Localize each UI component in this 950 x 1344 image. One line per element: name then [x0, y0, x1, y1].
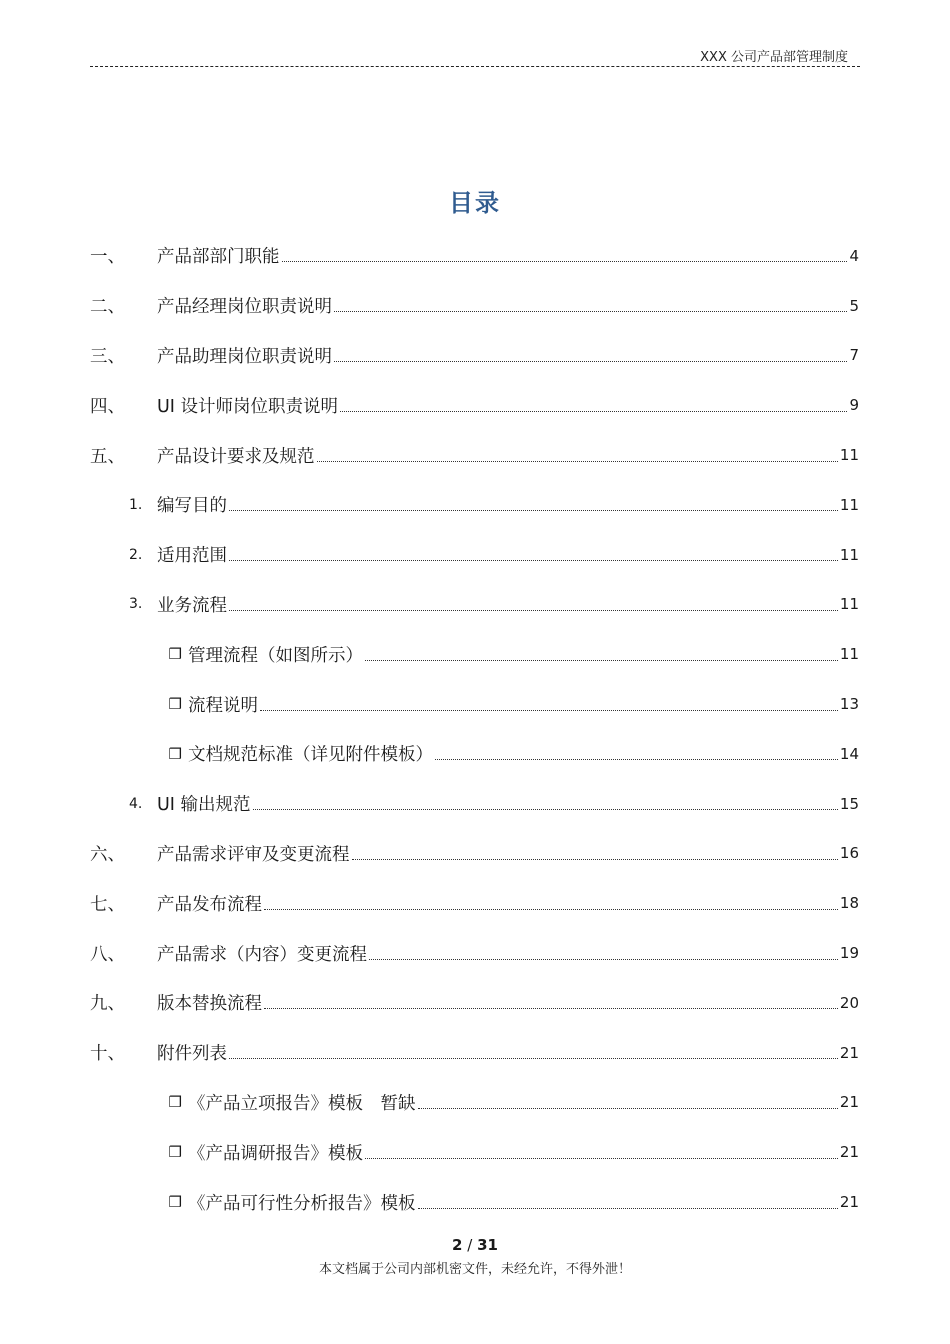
toc-entry[interactable] — [90, 629, 859, 679]
toc-entry-number-text: 2. — [129, 546, 143, 563]
toc-entry-label: 产品需求评审及变更流程 — [157, 844, 350, 865]
toc-entry-number — [90, 547, 157, 563]
dot-leader — [418, 1208, 838, 1209]
page-number — [0, 1236, 950, 1254]
toc-entry-page: 18 — [839, 894, 859, 913]
header-title: XXX 公司产品部管理制度 — [700, 50, 848, 65]
toc-entry-page: 21 — [839, 1143, 859, 1162]
toc-entry[interactable] — [90, 1078, 859, 1128]
toc-entry[interactable] — [90, 231, 859, 281]
toc-entry-number: 三、 — [90, 346, 125, 367]
bullet-box-icon: ❒ — [168, 695, 182, 714]
dot-leader — [264, 1008, 838, 1009]
toc-entry[interactable] — [90, 978, 859, 1028]
dot-leader — [317, 461, 838, 462]
toc-entry-page: 7 — [849, 346, 859, 365]
toc-entry-label: 《产品调研报告》模板 — [188, 1143, 363, 1164]
dot-leader — [352, 859, 838, 860]
dot-leader — [260, 710, 838, 711]
toc-entry-page: 15 — [839, 794, 859, 813]
toc-entry[interactable] — [90, 928, 859, 978]
toc-entry-label: UI 设计师岗位职责说明 — [157, 396, 339, 417]
toc-entry-page: 16 — [839, 844, 859, 863]
current-page-number: 2 — [452, 1236, 463, 1254]
toc-entry-number: 八、 — [90, 944, 125, 965]
toc-entry-number: 九、 — [90, 994, 125, 1015]
toc-entry-page: 9 — [849, 396, 859, 415]
toc-entry-number-text: 1. — [129, 496, 143, 513]
toc-entry-page: 11 — [839, 645, 859, 664]
dot-leader — [282, 261, 848, 262]
toc-entry[interactable] — [90, 1177, 859, 1227]
toc-entry-number — [90, 596, 157, 612]
toc-entry[interactable] — [90, 281, 859, 331]
dot-leader — [229, 510, 838, 511]
toc-entry-label: 编写目的 — [157, 496, 227, 517]
bullet-box-icon: ❒ — [168, 1193, 182, 1212]
toc-entry-page: 21 — [839, 1093, 859, 1112]
toc-entry-page: 11 — [839, 595, 859, 614]
toc-entry-number: 四、 — [90, 396, 125, 417]
toc-entry-number: 七、 — [90, 894, 125, 915]
dot-leader — [253, 809, 838, 810]
toc-entry[interactable] — [90, 729, 859, 779]
toc-entry-label: 《产品可行性分析报告》模板 — [188, 1193, 416, 1214]
toc-entry[interactable] — [90, 480, 859, 530]
toc-entry-page: 11 — [839, 446, 859, 465]
toc-entry-label: UI 输出规范 — [157, 795, 251, 816]
dot-leader — [264, 909, 838, 910]
toc-entry-page: 13 — [839, 695, 859, 714]
bullet-box-icon: ❒ — [168, 1093, 182, 1112]
toc-entry-label: 产品设计要求及规范 — [157, 446, 315, 467]
toc-entry-page: 14 — [839, 744, 859, 763]
toc-entry-page: 19 — [839, 944, 859, 963]
dot-leader — [229, 1058, 838, 1059]
toc-entry-number: 二、 — [90, 297, 125, 318]
toc-entry[interactable] — [90, 1127, 859, 1177]
toc-entry[interactable] — [90, 580, 859, 630]
toc-entry-number — [90, 497, 157, 513]
page-header — [90, 44, 860, 67]
total-page-count: 31 — [477, 1236, 498, 1254]
toc-entry-label: 管理流程（如图所示） — [188, 645, 363, 666]
toc-entry[interactable] — [90, 380, 859, 430]
toc-entry-number: 十、 — [90, 1044, 125, 1065]
toc-entry-number: 一、 — [90, 247, 125, 268]
toc-entry-page: 11 — [839, 545, 859, 564]
toc-entry-label: 产品经理岗位职责说明 — [157, 297, 332, 318]
toc-entry-label: 流程说明 — [188, 695, 258, 716]
toc-entry-label: 附件列表 — [157, 1044, 227, 1065]
page-separator: / — [462, 1236, 478, 1254]
toc-entry-number-text: 4. — [129, 795, 143, 812]
toc-entry-number — [90, 796, 157, 812]
toc-entry-page: 5 — [849, 296, 859, 315]
toc-entry-label: 产品助理岗位职责说明 — [157, 346, 332, 367]
toc-entry[interactable] — [90, 878, 859, 928]
dot-leader — [334, 361, 847, 362]
bullet-box-icon: ❒ — [168, 645, 182, 664]
toc-entry-label: 适用范围 — [157, 546, 227, 567]
table-of-contents — [90, 231, 859, 1227]
toc-entry-page: 4 — [849, 246, 859, 265]
toc-entry-number: 五、 — [90, 446, 125, 467]
dot-leader — [365, 1158, 838, 1159]
dot-leader — [365, 660, 838, 661]
toc-entry-label: 《产品立项报告》模板 暂缺 — [188, 1093, 416, 1114]
toc-entry-label: 文档规范标准（详见附件模板） — [188, 745, 433, 766]
toc-title: 目录 — [449, 189, 501, 217]
bullet-box-icon: ❒ — [168, 1143, 182, 1162]
dot-leader — [229, 610, 838, 611]
toc-entry-label: 产品部部门职能 — [157, 247, 280, 268]
confidentiality-note: 本文档属于公司内部机密文件，未经允许，不得外泄！ — [318, 1262, 631, 1277]
toc-entry[interactable] — [90, 530, 859, 580]
dot-leader — [229, 560, 838, 561]
toc-entry[interactable] — [90, 679, 859, 729]
toc-entry[interactable] — [90, 829, 859, 879]
toc-entry-label: 版本替换流程 — [157, 994, 262, 1015]
dot-leader — [418, 1108, 838, 1109]
dot-leader — [369, 959, 838, 960]
dot-leader — [435, 759, 838, 760]
bullet-box-icon: ❒ — [168, 744, 182, 763]
toc-entry-label: 产品发布流程 — [157, 894, 262, 915]
dot-leader — [340, 411, 847, 412]
toc-entry-page: 21 — [839, 1193, 859, 1212]
toc-entry-label: 产品需求（内容）变更流程 — [157, 944, 367, 965]
toc-entry-number-text: 3. — [129, 596, 143, 613]
toc-entry[interactable] — [90, 430, 859, 480]
toc-entry-page: 21 — [839, 1043, 859, 1062]
toc-entry[interactable] — [90, 779, 859, 829]
toc-entry-label: 业务流程 — [157, 595, 227, 616]
toc-entry-page: 20 — [839, 993, 859, 1012]
dot-leader — [334, 311, 847, 312]
toc-entry[interactable] — [90, 331, 859, 381]
toc-entry-page: 11 — [839, 495, 859, 514]
toc-entry[interactable] — [90, 1028, 859, 1078]
toc-entry-number: 六、 — [90, 844, 125, 865]
